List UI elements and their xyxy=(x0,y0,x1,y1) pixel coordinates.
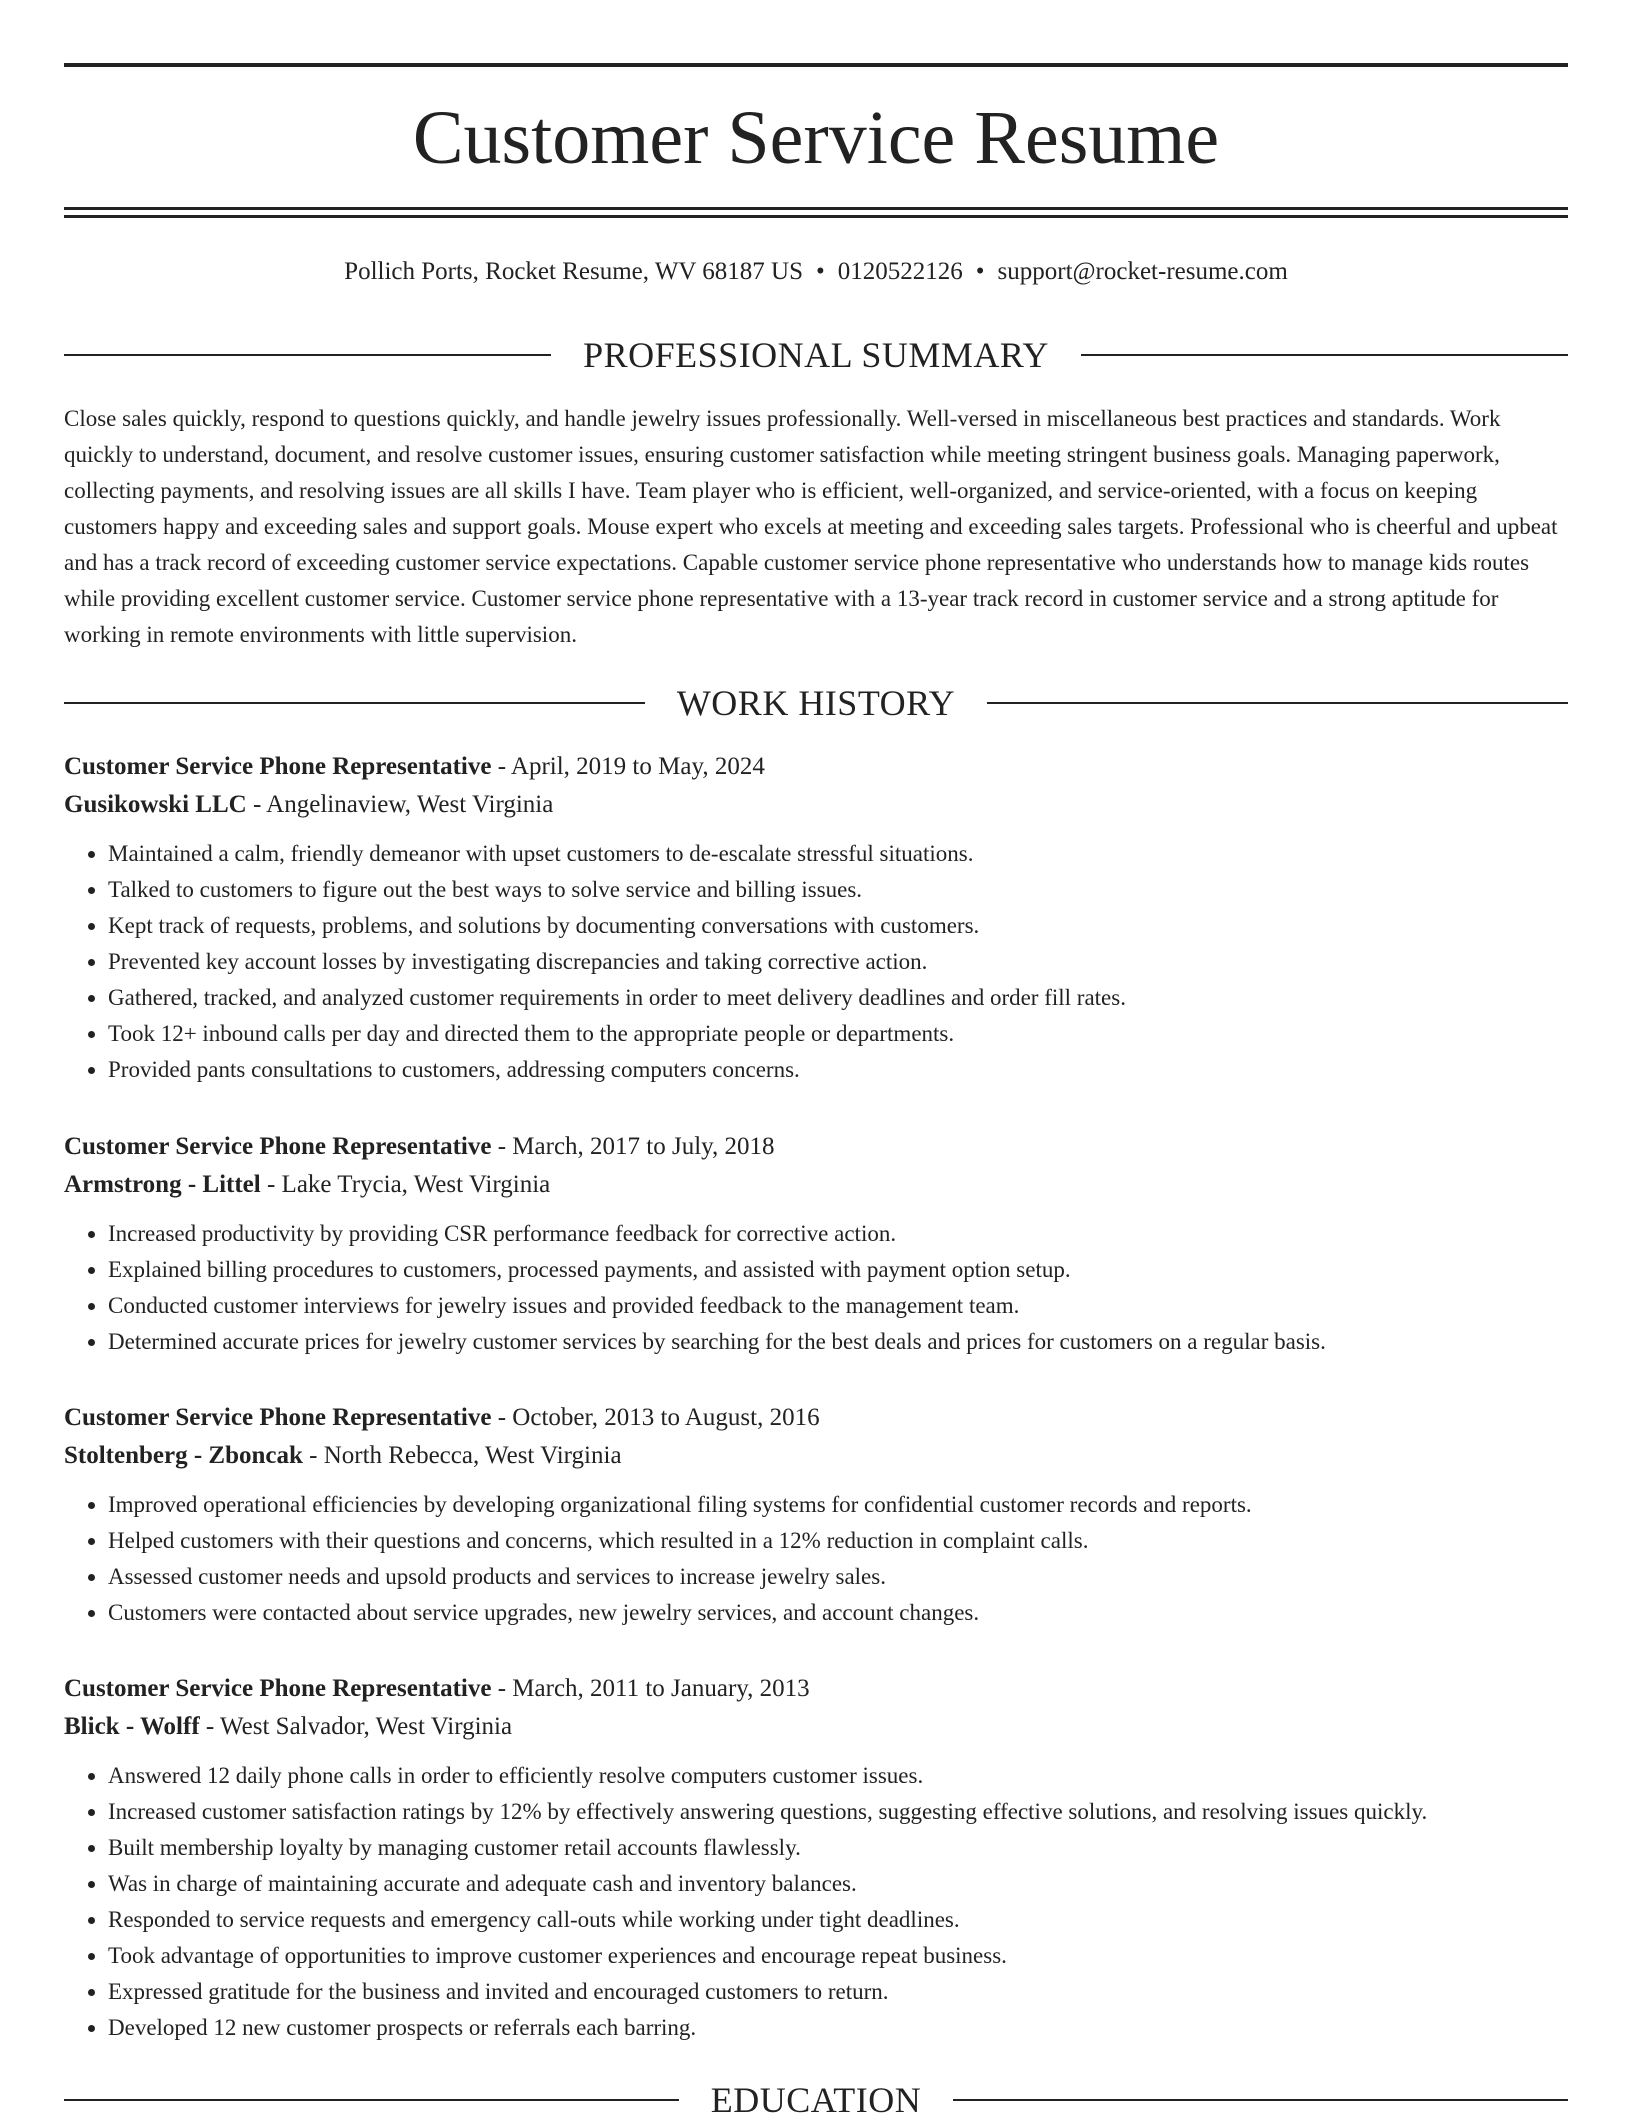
job-dates: - March, 2011 to January, 2013 xyxy=(491,1675,810,1702)
job-location: - West Salvador, West Virginia xyxy=(199,1713,513,1740)
job-bullet: • Prevented key account losses by investigating discrepancies and taking corrective action. xyxy=(108,944,1568,980)
job-bullet: • Improved operational efficiencies by developing organizational filing systems for confidential customer records and reports. xyxy=(108,1487,1568,1523)
job-bullet: • Answered 12 daily phone calls in order to efficiently resolve computers customer issues. xyxy=(108,1758,1568,1794)
section-title: WORK HISTORY xyxy=(676,683,956,723)
section-heading-work-history xyxy=(64,681,1568,725)
job-entry xyxy=(64,1399,1568,1631)
contact-separator: • xyxy=(975,258,985,285)
job-dates: - October, 2013 to August, 2016 xyxy=(491,1404,820,1431)
job-bullet: • Conducted customer interviews for jewelry issues and provided feedback to the management team. xyxy=(108,1288,1568,1324)
job-company: Armstrong - Littel xyxy=(64,1171,261,1198)
job-location: - North Rebecca, West Virginia xyxy=(302,1442,622,1469)
contact-separator: • xyxy=(815,258,825,285)
heading-rule-left xyxy=(64,702,645,704)
job-bullet: • Kept track of requests, problems, and solutions by documenting conversations with customers. xyxy=(108,908,1568,944)
job-title-line xyxy=(64,748,1568,786)
job-bullet: • Customers were contacted about service upgrades, new jewelry services, and account changes. xyxy=(108,1595,1568,1631)
heading-rule-right xyxy=(987,702,1568,704)
heading-rule-right xyxy=(1081,354,1568,356)
job-role: Customer Service Phone Representative xyxy=(64,1675,492,1702)
job-company: Blick - Wolff xyxy=(64,1713,200,1740)
job-bullet: • Determined accurate prices for jewelry customer services by searching for the best deals and prices for customers on a regular basis. xyxy=(108,1324,1568,1360)
job-company-line xyxy=(64,1166,1568,1204)
job-bullet: • Helped customers with their questions and concerns, which resulted in a 12% reduction in complaint calls. xyxy=(108,1523,1568,1559)
job-location: - Lake Trycia, West Virginia xyxy=(260,1171,551,1198)
job-bullets xyxy=(64,836,1568,1088)
job-company-line xyxy=(64,786,1568,824)
job-dates: - April, 2019 to May, 2024 xyxy=(491,753,765,780)
job-bullet: • Assessed customer needs and upsold products and services to increase jewelry sales. xyxy=(108,1559,1568,1595)
heading-rule-left xyxy=(64,2099,679,2101)
job-company-line xyxy=(64,1437,1568,1475)
job-location: - Angelinaview, West Virginia xyxy=(246,791,554,818)
job-bullet: • Talked to customers to figure out the best ways to solve service and billing issues. xyxy=(108,872,1568,908)
job-bullet: • Expressed gratitude for the business and invited and encouraged customers to return. xyxy=(108,1974,1568,2010)
job-entry xyxy=(64,1128,1568,1360)
job-bullet: • Took 12+ inbound calls per day and directed them to the appropriate people or departments. xyxy=(108,1016,1568,1052)
job-title-line xyxy=(64,1670,1568,1708)
job-company: Gusikowski LLC xyxy=(64,791,247,818)
job-entry xyxy=(64,748,1568,1088)
contact-address: Pollich Ports, Rocket Resume, WV 68187 US xyxy=(344,258,803,285)
job-company-line xyxy=(64,1708,1568,1746)
job-bullet: • Was in charge of maintaining accurate and adequate cash and inventory balances. xyxy=(108,1866,1568,1902)
job-bullets xyxy=(64,1216,1568,1360)
contact-line xyxy=(64,256,1568,288)
job-role: Customer Service Phone Representative xyxy=(64,753,492,780)
section-title: PROFESSIONAL SUMMARY xyxy=(583,335,1049,375)
job-bullet: • Maintained a calm, friendly demeanor with upset customers to de-escalate stressful situations. xyxy=(108,836,1568,872)
job-bullet: • Built membership loyalty by managing customer retail accounts flawlessly. xyxy=(108,1830,1568,1866)
heading-rule-right xyxy=(953,2099,1568,2101)
job-bullet: • Provided pants consultations to customers, addressing computers concerns. xyxy=(108,1052,1568,1088)
job-bullet: • Increased customer satisfaction ratings by 12% by effectively answering questions, suggesting effective solutions, and resolving issues quickly. xyxy=(108,1794,1568,1830)
job-bullet: • Took advantage of opportunities to improve customer experiences and encourage repeat business. xyxy=(108,1938,1568,1974)
job-title-line xyxy=(64,1128,1568,1166)
top-rule xyxy=(64,63,1568,67)
job-bullet: • Explained billing procedures to customers, processed payments, and assisted with payment option setup. xyxy=(108,1252,1568,1288)
job-role: Customer Service Phone Representative xyxy=(64,1133,492,1160)
job-company: Stoltenberg - Zboncak xyxy=(64,1442,303,1469)
job-bullets xyxy=(64,1487,1568,1631)
job-bullet: • Developed 12 new customer prospects or referrals each barring. xyxy=(108,2010,1568,2046)
job-bullet: • Increased productivity by providing CSR performance feedback for corrective action. xyxy=(108,1216,1568,1252)
resume-title: Customer Service Resume xyxy=(412,96,1220,180)
section-title: EDUCATION xyxy=(710,2080,922,2120)
title-rule-lower xyxy=(64,215,1568,218)
contact-email: support@rocket-resume.com xyxy=(997,258,1288,285)
job-bullet: • Gathered, tracked, and analyzed customer requirements in order to meet delivery deadlines and order fill rates. xyxy=(108,980,1568,1016)
heading-rule-left xyxy=(64,354,551,356)
job-bullets xyxy=(64,1758,1568,2046)
section-heading-summary xyxy=(64,333,1568,377)
job-bullet: • Responded to service requests and emergency call-outs while working under tight deadlines. xyxy=(108,1902,1568,1938)
professional-summary-text: Close sales quickly, respond to questions quickly, and handle jewelry issues professionally. Well-versed in miscellaneous best practices and standards. Work quickly to understand, document, and resolve customer issues, ensuring customer satisfaction while meeting stringent business goals. Managing paperwork, collecting payments, and resolving issues are all skills I have. Team player who is efficient, well-organized, and service-oriented, with a focus on keeping customers happy and exceeding sales and support goals. Mouse expert who excels at meeting and exceeding sales targets. Professional who is cheerful and upbeat and has a track record of exceeding customer service expectations. Capable customer service phone representative who understands how to manage kids routes while providing excellent customer service. Customer service phone representative with a 13-year track record in customer service and a strong aptitude for working in remote environments with little supervision. xyxy=(64,406,1558,647)
job-entry xyxy=(64,1670,1568,2046)
contact-phone: 0120522126 xyxy=(837,258,963,285)
job-title-line xyxy=(64,1399,1568,1437)
job-dates: - March, 2017 to July, 2018 xyxy=(491,1133,775,1160)
section-heading-education xyxy=(64,2078,1568,2122)
title-rule-upper xyxy=(64,207,1568,210)
job-role: Customer Service Phone Representative xyxy=(64,1404,492,1431)
